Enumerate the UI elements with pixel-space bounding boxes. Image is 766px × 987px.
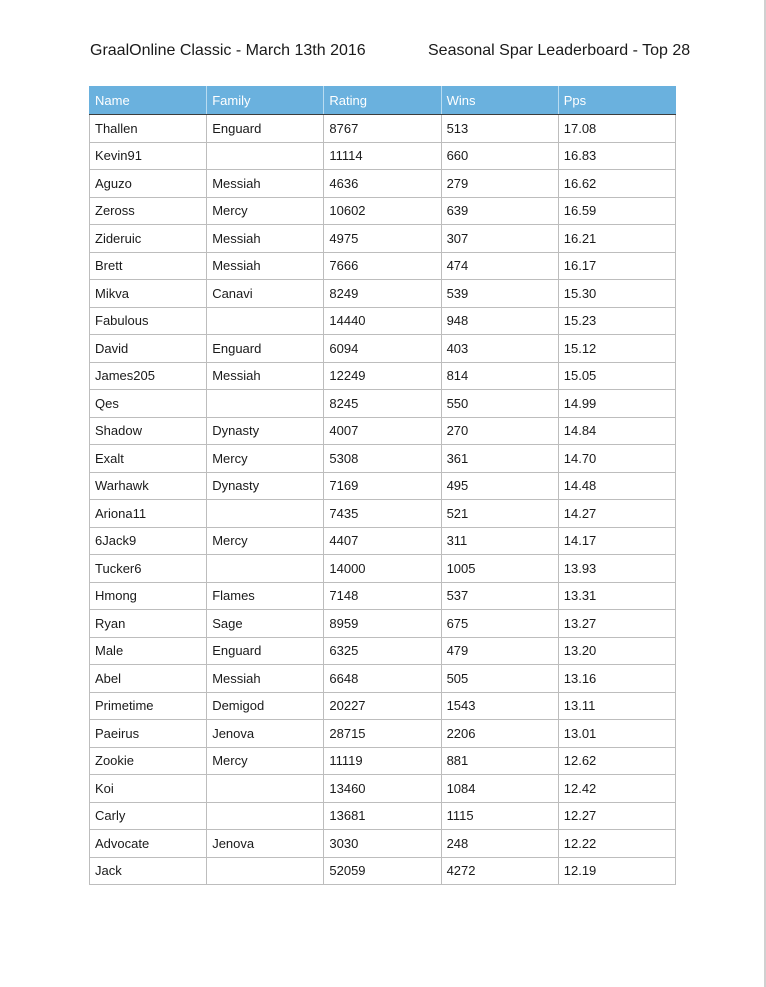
cell-pps: 16.83 (558, 142, 675, 170)
column-header-wins: Wins (441, 87, 558, 115)
table-row (90, 582, 676, 610)
cell-pps: 13.01 (558, 720, 675, 748)
cell-name: James205 (90, 362, 207, 390)
cell-name: Kevin91 (90, 142, 207, 170)
cell-rating: 13460 (324, 775, 441, 803)
cell-wins: 307 (441, 225, 558, 253)
cell-wins: 539 (441, 280, 558, 308)
cell-family: Mercy (207, 527, 324, 555)
cell-pps: 13.11 (558, 692, 675, 720)
cell-name: Qes (90, 390, 207, 418)
cell-wins: 361 (441, 445, 558, 473)
cell-pps: 15.05 (558, 362, 675, 390)
cell-name: Primetime (90, 692, 207, 720)
leaderboard-table (89, 86, 676, 885)
cell-family: Enguard (207, 335, 324, 363)
cell-rating: 6648 (324, 665, 441, 693)
cell-name: Aguzo (90, 170, 207, 198)
cell-wins: 881 (441, 747, 558, 775)
table-row (90, 445, 676, 473)
cell-pps: 16.62 (558, 170, 675, 198)
cell-rating: 11119 (324, 747, 441, 775)
cell-rating: 4407 (324, 527, 441, 555)
table-row (90, 390, 676, 418)
column-header-pps: Pps (558, 87, 675, 115)
cell-name: David (90, 335, 207, 363)
cell-pps: 12.19 (558, 857, 675, 885)
table-row (90, 555, 676, 583)
cell-name: 6Jack9 (90, 527, 207, 555)
cell-family (207, 555, 324, 583)
cell-name: Male (90, 637, 207, 665)
cell-name: Abel (90, 665, 207, 693)
cell-name: Brett (90, 252, 207, 280)
cell-rating: 12249 (324, 362, 441, 390)
cell-rating: 4975 (324, 225, 441, 253)
cell-rating: 14440 (324, 307, 441, 335)
cell-wins: 1084 (441, 775, 558, 803)
leaderboard-title: Seasonal Spar Leaderboard - Top 28 (428, 42, 691, 59)
table-row (90, 720, 676, 748)
cell-pps: 17.08 (558, 115, 675, 143)
cell-family: Canavi (207, 280, 324, 308)
cell-name: Exalt (90, 445, 207, 473)
cell-rating: 7435 (324, 500, 441, 528)
cell-rating: 14000 (324, 555, 441, 583)
cell-family: Messiah (207, 225, 324, 253)
cell-pps: 16.17 (558, 252, 675, 280)
table-row (90, 170, 676, 198)
cell-wins: 479 (441, 637, 558, 665)
cell-pps: 13.93 (558, 555, 675, 583)
cell-rating: 20227 (324, 692, 441, 720)
cell-wins: 1543 (441, 692, 558, 720)
cell-pps: 16.21 (558, 225, 675, 253)
cell-name: Hmong (90, 582, 207, 610)
table-row (90, 692, 676, 720)
table-row (90, 252, 676, 280)
cell-wins: 675 (441, 610, 558, 638)
cell-family (207, 390, 324, 418)
cell-wins: 1115 (441, 802, 558, 830)
cell-pps: 12.22 (558, 830, 675, 858)
cell-name: Advocate (90, 830, 207, 858)
table-row (90, 500, 676, 528)
table-row (90, 225, 676, 253)
cell-name: Ryan (90, 610, 207, 638)
cell-pps: 14.70 (558, 445, 675, 473)
cell-pps: 14.17 (558, 527, 675, 555)
cell-wins: 2206 (441, 720, 558, 748)
cell-family (207, 500, 324, 528)
cell-pps: 12.62 (558, 747, 675, 775)
table-row (90, 830, 676, 858)
cell-name: Zeross (90, 197, 207, 225)
cell-family: Mercy (207, 197, 324, 225)
cell-rating: 8245 (324, 390, 441, 418)
cell-family (207, 775, 324, 803)
table-row (90, 362, 676, 390)
cell-wins: 948 (441, 307, 558, 335)
cell-pps: 14.84 (558, 417, 675, 445)
cell-name: Jack (90, 857, 207, 885)
cell-wins: 537 (441, 582, 558, 610)
cell-pps: 14.99 (558, 390, 675, 418)
table-row (90, 115, 676, 143)
table-row (90, 637, 676, 665)
table-row (90, 775, 676, 803)
table-row (90, 280, 676, 308)
cell-family: Sage (207, 610, 324, 638)
cell-wins: 513 (441, 115, 558, 143)
cell-wins: 495 (441, 472, 558, 500)
cell-wins: 814 (441, 362, 558, 390)
table-row (90, 417, 676, 445)
cell-family: Messiah (207, 362, 324, 390)
cell-rating: 4636 (324, 170, 441, 198)
table-row (90, 335, 676, 363)
cell-pps: 13.31 (558, 582, 675, 610)
cell-wins: 474 (441, 252, 558, 280)
cell-family: Jenova (207, 830, 324, 858)
cell-rating: 28715 (324, 720, 441, 748)
cell-family: Jenova (207, 720, 324, 748)
table-header-row (90, 87, 676, 115)
cell-pps: 15.30 (558, 280, 675, 308)
cell-rating: 3030 (324, 830, 441, 858)
table-row (90, 610, 676, 638)
cell-family (207, 142, 324, 170)
cell-rating: 6094 (324, 335, 441, 363)
cell-wins: 505 (441, 665, 558, 693)
cell-rating: 7169 (324, 472, 441, 500)
cell-family (207, 857, 324, 885)
table-row (90, 307, 676, 335)
cell-family: Enguard (207, 115, 324, 143)
cell-name: Koi (90, 775, 207, 803)
cell-name: Shadow (90, 417, 207, 445)
cell-family: Dynasty (207, 472, 324, 500)
cell-rating: 7666 (324, 252, 441, 280)
table-row (90, 527, 676, 555)
cell-wins: 270 (441, 417, 558, 445)
table-row (90, 142, 676, 170)
cell-pps: 12.27 (558, 802, 675, 830)
cell-family: Mercy (207, 445, 324, 473)
cell-rating: 11114 (324, 142, 441, 170)
cell-name: Zookie (90, 747, 207, 775)
table-row (90, 802, 676, 830)
cell-family: Mercy (207, 747, 324, 775)
cell-name: Ariona11 (90, 500, 207, 528)
cell-family (207, 307, 324, 335)
cell-pps: 16.59 (558, 197, 675, 225)
document-title: GraalOnline Classic - March 13th 2016 (90, 42, 366, 59)
cell-wins: 279 (441, 170, 558, 198)
cell-wins: 550 (441, 390, 558, 418)
cell-name: Carly (90, 802, 207, 830)
table-row (90, 747, 676, 775)
column-header-name: Name (90, 87, 207, 115)
table-row (90, 857, 676, 885)
cell-wins: 311 (441, 527, 558, 555)
cell-pps: 13.16 (558, 665, 675, 693)
cell-family (207, 802, 324, 830)
cell-pps: 14.48 (558, 472, 675, 500)
cell-wins: 660 (441, 142, 558, 170)
cell-rating: 8959 (324, 610, 441, 638)
cell-rating: 52059 (324, 857, 441, 885)
cell-name: Zideruic (90, 225, 207, 253)
cell-wins: 1005 (441, 555, 558, 583)
cell-wins: 4272 (441, 857, 558, 885)
cell-rating: 8767 (324, 115, 441, 143)
cell-family: Demigod (207, 692, 324, 720)
cell-pps: 15.23 (558, 307, 675, 335)
table-body (90, 115, 676, 885)
cell-family: Dynasty (207, 417, 324, 445)
column-header-rating: Rating (324, 87, 441, 115)
cell-family: Messiah (207, 252, 324, 280)
cell-rating: 10602 (324, 197, 441, 225)
cell-pps: 14.27 (558, 500, 675, 528)
cell-rating: 4007 (324, 417, 441, 445)
cell-name: Fabulous (90, 307, 207, 335)
cell-name: Paeirus (90, 720, 207, 748)
cell-rating: 13681 (324, 802, 441, 830)
cell-pps: 13.27 (558, 610, 675, 638)
table-row (90, 472, 676, 500)
table-row (90, 197, 676, 225)
cell-pps: 15.12 (558, 335, 675, 363)
cell-family: Messiah (207, 665, 324, 693)
cell-rating: 5308 (324, 445, 441, 473)
cell-rating: 7148 (324, 582, 441, 610)
cell-wins: 248 (441, 830, 558, 858)
cell-name: Tucker6 (90, 555, 207, 583)
cell-wins: 403 (441, 335, 558, 363)
cell-family: Flames (207, 582, 324, 610)
cell-family: Messiah (207, 170, 324, 198)
cell-family: Enguard (207, 637, 324, 665)
cell-name: Warhawk (90, 472, 207, 500)
cell-wins: 639 (441, 197, 558, 225)
table-row (90, 665, 676, 693)
cell-wins: 521 (441, 500, 558, 528)
cell-pps: 13.20 (558, 637, 675, 665)
cell-name: Mikva (90, 280, 207, 308)
cell-rating: 6325 (324, 637, 441, 665)
cell-name: Thallen (90, 115, 207, 143)
cell-rating: 8249 (324, 280, 441, 308)
column-header-family: Family (207, 87, 324, 115)
cell-pps: 12.42 (558, 775, 675, 803)
